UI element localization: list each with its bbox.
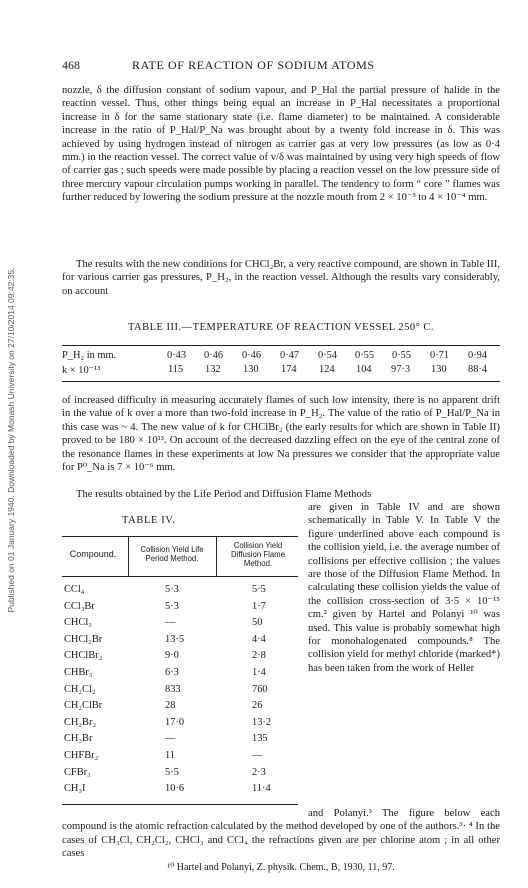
table-4-compound: CHCl₃ [64, 617, 92, 629]
right-column-text [308, 501, 500, 675]
table-4-diff-value: 26 [252, 700, 263, 712]
table-4-diff-value: 1·7 [252, 600, 266, 612]
table-3-cell: 0·94 [468, 350, 488, 361]
paragraph-1 [62, 84, 500, 205]
table-3-cell: 0·54 [318, 350, 338, 361]
table-4-compound: CHClBr₂ [64, 650, 103, 662]
page-number: 468 [62, 58, 80, 72]
table-4-life-value: 5·5 [165, 766, 179, 778]
table-4-diff-value: — [252, 750, 263, 761]
table-3-caption: TABLE III.—TEMPERATURE OF REACTION VESSEL 250° C. [127, 322, 435, 333]
table-3-cell: 174 [281, 364, 297, 375]
table-4-life-value: 5·3 [165, 584, 179, 595]
paragraph-5 [62, 807, 500, 861]
table-4-life-value: 5·3 [165, 600, 179, 612]
table-3-bottom-rule [62, 381, 500, 382]
paragraph-4-text: The results obtained by the Life Period and Diffusion Flame Methods [76, 489, 372, 500]
table-4-life-value: 10·6 [165, 783, 185, 795]
table-4-diff-value: 50 [252, 617, 263, 629]
table-4-compound: CFBr₃ [64, 766, 91, 778]
table-4-diff-value: 2·8 [252, 650, 266, 662]
table-4-life-value: 28 [165, 700, 176, 712]
table-4-top-rule [62, 536, 298, 537]
table-4-compound: CH₂Br₂ [64, 716, 97, 728]
table-3-cell: 97·3 [391, 364, 411, 375]
table-3-cell: 132 [205, 364, 221, 375]
table-3-cell: 130 [431, 364, 447, 375]
table-4-compound: CH₃Br [64, 733, 93, 745]
table-3-cell: 0·46 [204, 350, 224, 361]
paragraph-1-text: nozzle, δ the diffusion constant of sodium vapour, and P_Hal the partial pressure of halide in the reaction vessel. Thus, other things being equal an increase in P_Hal necessitates a proportional increase in δ for the same stationary state (i.e. flame diameter) to be maintained. A considerable increase in the ratio of P_Hal/P_Na was brought about by a twenty fold increase in δ. This was achieved by using hydrogen instead of nitrogen as carrier gas at very low pressures (as low as 0·4 mm.) in the reaction vessel. The correct value of v/δ was maintained by using very high speeds of flow of carrier gas ; such speeds were made possible by placing a reaction vessel on the low pressure side of three mercury vapour circulation pumps working in parallel. The tendency to form “ core ” flames was further reduced by lowering the sodium pressure at the nozzle mouth from 2 × 10⁻³ to 4 × 10⁻⁴ mm. [62, 85, 500, 204]
table-4-compound: CHCl₂Br [64, 633, 103, 645]
table-4-diff-value: 2·3 [252, 766, 266, 778]
table-4-compound: CCl₄ [64, 584, 85, 595]
table-4-diff-value: 4·4 [252, 633, 266, 645]
table-4-caption: TABLE IV. [122, 515, 176, 526]
table-4-compound: CH₃I [64, 783, 86, 795]
table-4-head-rule [62, 576, 298, 577]
footnote: ¹⁰ Hartel and Polanyi, Z. physik. Chem., B, 1930, 11, 97. [167, 862, 395, 873]
table-4-col-life: Collision Yield Life Period Method. [140, 545, 204, 563]
table-4-col-diff: Collision Yield Diffusion Flame Method. [230, 541, 286, 568]
table-4-life-value: 6·3 [165, 667, 179, 678]
table-4-diff-value: 5·5 [252, 584, 266, 595]
table-3-cell: 104 [356, 364, 372, 375]
table-3-top-rule [62, 345, 500, 346]
table-3-cell: 88·4 [468, 364, 488, 375]
table-4-life-value: — [165, 617, 176, 629]
table-3-cell: 0·46 [242, 350, 262, 361]
paragraph-4 [62, 488, 500, 501]
table-3-row1-label: P_H₂ in mm. [62, 350, 117, 361]
table-4-diff-value: 1·4 [252, 667, 266, 678]
table-4-compound: CHFBr₂ [64, 750, 99, 761]
table-4-life-value: 13·5 [165, 633, 185, 645]
table-4-divider [128, 536, 129, 576]
table-4-life-value: 9·0 [165, 650, 179, 662]
table-4-life-value: — [165, 733, 176, 745]
table-4-life-value: 11 [165, 750, 176, 761]
table-3-cell: 0·55 [392, 350, 412, 361]
paragraph-3 [62, 394, 500, 474]
table-4-diff-value: 760 [252, 683, 268, 695]
download-note-text: Published on 01 January 1940. Downloaded by Monash University on 27/10/2014 09:42:35. [6, 267, 16, 613]
paragraph-3-text: of increased difficulty in measuring accurately flames of such low intensity, there is no apparent drift in the value of k over a more than two-fold increase in P_H₂. The value of the ratio of P_Hal/P_Na in this case was ~ 4. The new value of k for CHClBr₂ (the early results for which are shown in Table II) proved to be 180 × 10¹³. On account of the decreased dazzling effect on the eye of the central zone of the resonance flames in these experiments at low Na pressures we consider that the appropriate value for P⁰_Na is 7 × 10⁻⁶ mm. [62, 395, 500, 474]
table-3-row2-label: k × 10⁻¹³ [62, 365, 101, 376]
table-4-diff-value: 135 [252, 733, 268, 745]
table-3-cell: 0·71 [430, 350, 450, 361]
table-4-life-value: 17·0 [165, 716, 185, 728]
table-4-divider [216, 536, 217, 576]
table-3-cell: 0·47 [280, 350, 300, 361]
paragraph-2-text: The results with the new conditions for CHCl₂Br, a very reactive compound, are shown in Table III, for various carrier gas pressures, P_H₂, in the reaction vessel. Although the results vary considerably, on account [62, 259, 500, 297]
table-4-compound: CH₂ClBr [64, 700, 103, 712]
table-4-diff-value: 13·2 [252, 716, 272, 728]
table-4-diff-value: 11·4 [252, 783, 271, 795]
right-column-paragraph: are given in Table IV and are shown schematically in Table V. In Table V the figure underlined above each compound is the collision yield, i.e. the average number of collisions per effective collision ; the values are those of the Diffusion Flame Method. In calculating these collision yields the value of the collision cross-section of 3·5 × 10⁻¹⁵ cm.² given by Hartel and Polanyi ¹⁰ was used. This value is probably somewhat high for monohalogenated compounds.⁸ The collision yield for methyl chloride (marked*) has been taken from the work of Heller [308, 502, 500, 674]
table-4-compound: CH₂Cl₂ [64, 683, 96, 695]
table-4-col-compound: Compound. [69, 549, 117, 559]
table-3-cell: 130 [243, 364, 259, 375]
download-note [6, 0, 20, 888]
table-3-cell: 115 [168, 364, 184, 375]
running-title: RATE OF REACTION OF SODIUM ATOMS [132, 58, 375, 72]
paragraph-5-text: and Polanyi.³ The figure below each compound is the atomic refraction calculated by the method developed by one of the authors.³· ⁴ In the cases of CH₃Cl, CH₂Cl₂, CHCl₃ and CCl₄ the refractions given are per chlorine atom ; in all other cases [62, 808, 500, 860]
paragraph-2 [62, 258, 500, 298]
table-3-cell: 0·43 [167, 350, 187, 361]
table-4-compound: CCl₃Br [64, 600, 95, 612]
table-4-life-value: 833 [165, 683, 181, 695]
table-3-cell: 0·55 [355, 350, 375, 361]
table-3-cell: 124 [319, 364, 335, 375]
table-4-bottom-rule [62, 804, 298, 805]
table-4-compound: CHBr₃ [64, 667, 93, 678]
